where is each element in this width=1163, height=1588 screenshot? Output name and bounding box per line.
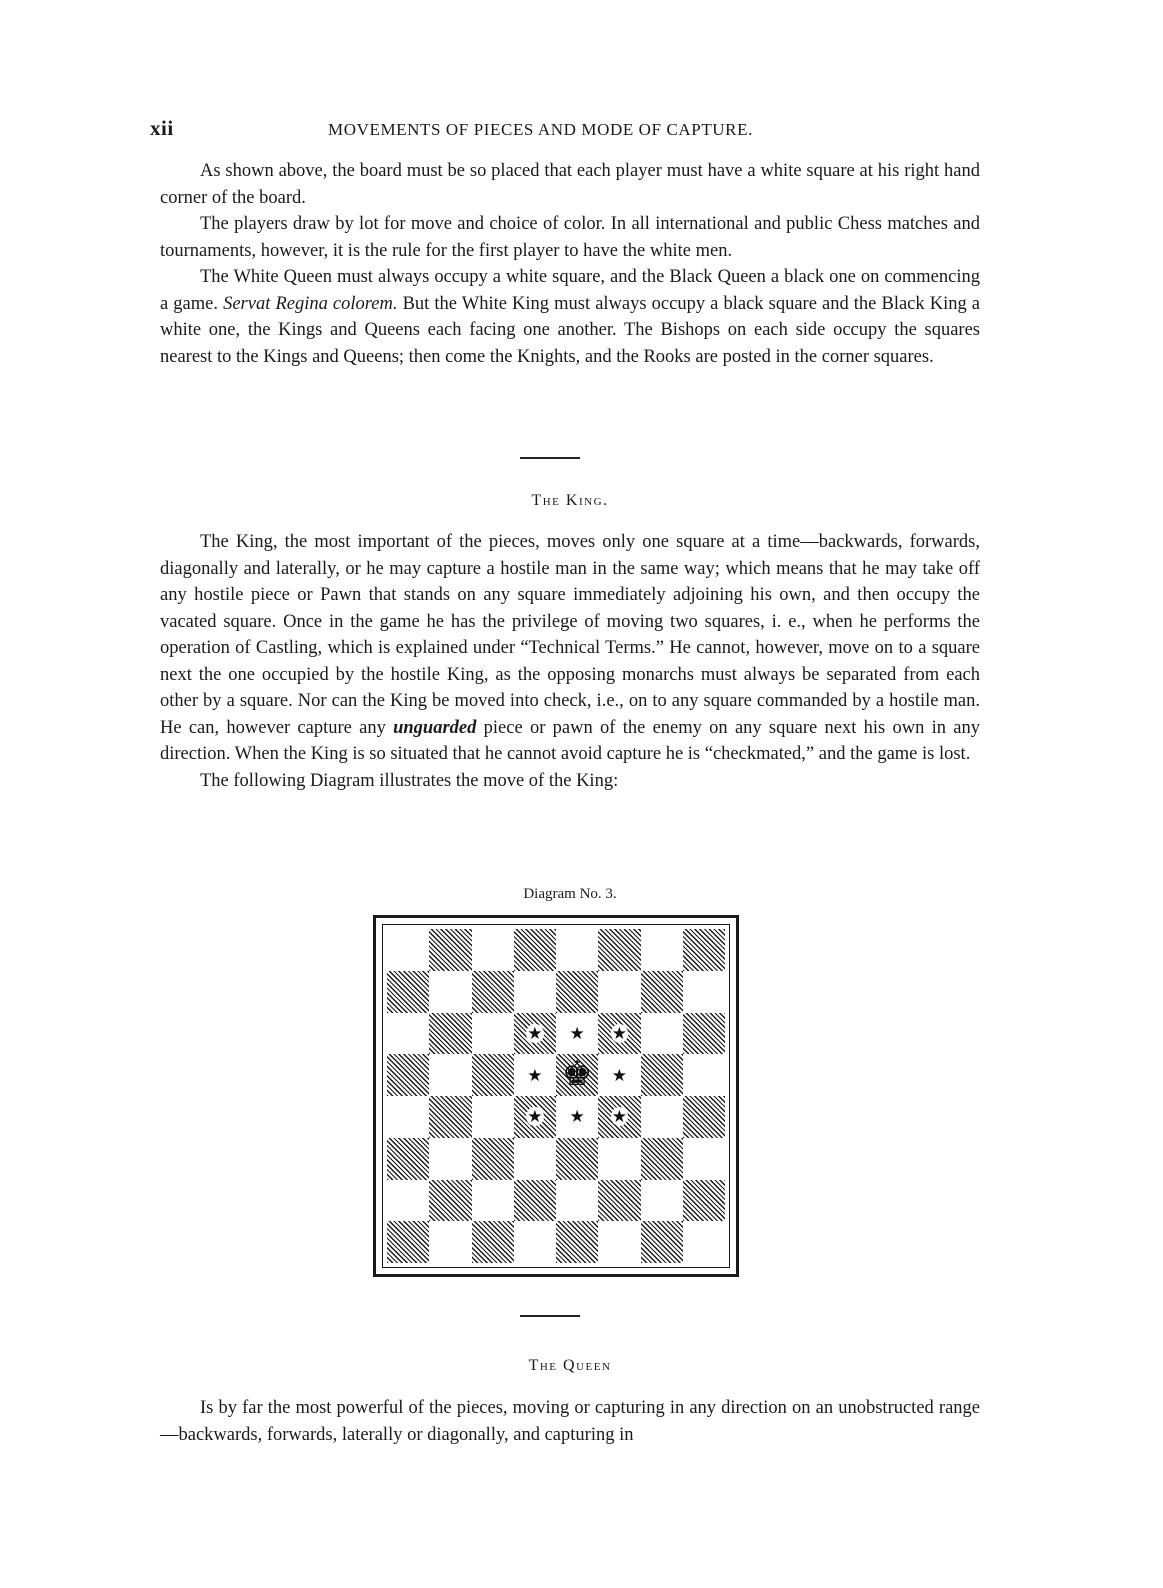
dark-square: [556, 971, 598, 1013]
diagram-caption: Diagram No. 3.: [523, 886, 617, 902]
light-square: [429, 1054, 471, 1096]
dark-square: [514, 929, 556, 971]
light-square: [472, 1180, 514, 1222]
light-square: [641, 1013, 683, 1055]
paragraph-king-moves: [160, 529, 980, 768]
light-square: [387, 1180, 429, 1222]
emphasis-unguarded: unguarded: [393, 717, 477, 738]
light-square: [641, 1180, 683, 1222]
dark-square: [598, 1096, 640, 1138]
dark-square: [641, 1221, 683, 1263]
section-divider: [520, 457, 580, 459]
dark-square: [429, 929, 471, 971]
light-square: [556, 929, 598, 971]
move-star-icon: ★: [527, 1023, 543, 1043]
queen-text: [160, 1395, 980, 1448]
paragraph-queen-moves: Is by far the most powerful of the pieces, moving or capturing in any direction on an unobstructed range—backwards, forwards, laterally or diagonally, and capturing in: [160, 1398, 980, 1445]
light-square: [641, 1096, 683, 1138]
light-square: [683, 971, 725, 1013]
dark-square: [387, 1138, 429, 1180]
running-title: MOVEMENTS OF PIECES AND MODE OF CAPTURE.: [328, 120, 753, 139]
light-square: [472, 929, 514, 971]
light-square: [598, 1054, 640, 1096]
light-square: [598, 1138, 640, 1180]
dark-square: [683, 929, 725, 971]
placement-text-a: The White Queen must always occupy a white square, and the Black Queen a black one on commencing a game.: [160, 267, 980, 314]
light-square: [683, 1054, 725, 1096]
dark-square: [683, 1180, 725, 1222]
section-divider: [520, 1315, 580, 1317]
king-text-a: The King, the most important of the pieces, moves only one square at a time—backwards, forwards, diagonally and laterally, or he may capture a hostile man in the same way; which means that he may take off any hostile piece or Pawn that stands on any square immediately adjoining his own, and then occupy the vacated square. Once in the game he has the privilege of moving two squares, i. e., when he performs the operation of Castling, which is explained under “Technical Terms.” He cannot, however, move on to a square next the one occupied by the hostile King, as the opposing monarchs must always be separated from each other by a square. Nor can the King be moved into check, i.e., on to any square commanded by a hostile man. He can, however capture any: [160, 532, 980, 738]
light-square: [472, 1096, 514, 1138]
light-square: [556, 1096, 598, 1138]
move-star-icon: ★: [569, 1107, 585, 1127]
dark-square: [556, 1054, 598, 1096]
light-square: [598, 971, 640, 1013]
move-star-icon: ★: [569, 1023, 585, 1043]
dark-square: [429, 1096, 471, 1138]
running-head: [150, 116, 1000, 146]
move-star-icon: ★: [527, 1065, 543, 1085]
dark-square: [556, 1138, 598, 1180]
light-square: [556, 1013, 598, 1055]
dark-square: [514, 1096, 556, 1138]
move-star-icon: ★: [611, 1107, 627, 1127]
intro-text: [160, 158, 980, 370]
move-star-icon: ★: [527, 1107, 543, 1127]
light-square: [472, 1013, 514, 1055]
dark-square: [598, 1013, 640, 1055]
light-square: [598, 1221, 640, 1263]
king-text: [160, 529, 980, 794]
page-number: xii: [150, 116, 174, 140]
chess-board: [387, 929, 725, 1263]
dark-square: [387, 971, 429, 1013]
dark-square: [514, 1013, 556, 1055]
dark-square: [472, 1221, 514, 1263]
dark-square: [429, 1180, 471, 1222]
chess-diagram: [373, 915, 739, 1277]
dark-square: [683, 1096, 725, 1138]
light-square: [514, 1054, 556, 1096]
king-section-title: The King.: [531, 492, 609, 509]
dark-square: [472, 1054, 514, 1096]
dark-square: [556, 1221, 598, 1263]
light-square: [683, 1138, 725, 1180]
light-square: [683, 1221, 725, 1263]
move-star-icon: ★: [611, 1065, 627, 1085]
dark-square: [641, 1138, 683, 1180]
dark-square: [472, 1138, 514, 1180]
dark-square: [387, 1054, 429, 1096]
light-square: [429, 1221, 471, 1263]
light-square: [429, 1138, 471, 1180]
queen-section-title: The Queen: [528, 1357, 612, 1374]
board-border: [382, 924, 730, 1268]
latin-motto: Servat Regina colorem.: [223, 293, 398, 314]
dark-square: [429, 1013, 471, 1055]
light-square: [429, 971, 471, 1013]
light-square: [514, 971, 556, 1013]
paragraph-diagram-intro: The following Diagram illustrates the move of the King:: [200, 770, 619, 791]
move-star-icon: ★: [611, 1023, 627, 1043]
dark-square: [514, 1180, 556, 1222]
dark-square: [598, 929, 640, 971]
dark-square: [683, 1013, 725, 1055]
light-square: [641, 929, 683, 971]
dark-square: [598, 1180, 640, 1222]
light-square: [514, 1138, 556, 1180]
dark-square: [472, 971, 514, 1013]
dark-square: [641, 1054, 683, 1096]
dark-square: [387, 1221, 429, 1263]
king-text-b: piece or pawn of the enemy on any square next his own in any direction. When the King is so situated that he cannot avoid capture he is “checkmated,” and the game is lost.: [160, 717, 980, 764]
light-square: [556, 1180, 598, 1222]
light-square: [387, 1013, 429, 1055]
paragraph-board-placement: As shown above, the board must be so placed that each player must have a white square at his right hand corner of the board.: [160, 161, 980, 208]
light-square: [387, 1096, 429, 1138]
light-square: [514, 1221, 556, 1263]
king-piece-icon: ♚: [561, 1056, 593, 1094]
paragraph-piece-placement: [160, 264, 980, 370]
paragraph-draw-lots: The players draw by lot for move and choice of color. In all international and public Chess matches and tournaments, however, it is the rule for the first player to have the white men.: [160, 214, 980, 261]
dark-square: [641, 971, 683, 1013]
placement-text-b: But the White King must always occupy a black square and the Black King a white one, the Kings and Queens each facing one another. The Bishops on each side occupy the squares nearest to the Kings and Queens; then come the Knights, and the Rooks are posted in the corner squares.: [160, 293, 981, 367]
light-square: [387, 929, 429, 971]
